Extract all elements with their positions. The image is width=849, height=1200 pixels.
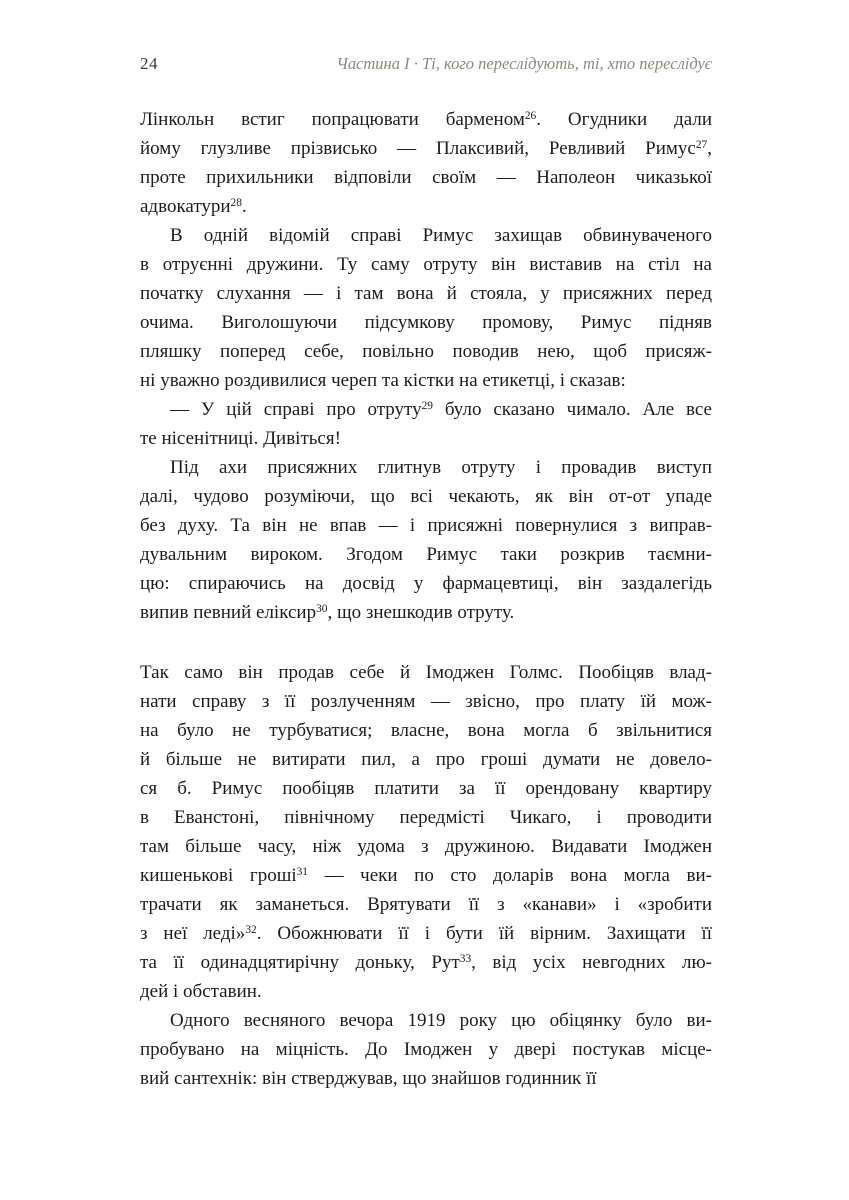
paragraph <box>140 1006 712 1093</box>
text-line: цю: спираючись на досвід у фармацевтиці, він заздалегідь <box>140 573 712 594</box>
paragraph <box>140 658 712 1006</box>
text-line: без духу. Та він не впав — і присяжні повернулися з виправ- <box>140 515 712 536</box>
text-line: далі, чудово розуміючи, що всі чекають, як він от-от упаде <box>140 486 712 507</box>
footnote-ref: 27 <box>695 138 708 151</box>
section-break <box>140 627 712 658</box>
body-text <box>140 105 712 1093</box>
text-line: ся б. Римус пообіцяв платити за її орендовану квартиру <box>140 778 712 799</box>
footnote-ref: 28 <box>230 196 242 209</box>
text-line: те нісенітниці. Дивіться! <box>140 428 341 449</box>
page-number: 24 <box>140 54 158 73</box>
footnote-ref: 26 <box>524 109 537 122</box>
text-line: кишенькові гроші$^{31}$ — чеки по сто доларів вона могла ви- <box>140 865 712 886</box>
running-header <box>140 54 712 74</box>
text-line: Так само він продав себе й Імоджен Голмс. Пообіцяв влад- <box>140 662 712 683</box>
footnote-ref: 30 <box>316 602 328 615</box>
footnote-ref: 29 <box>421 399 433 412</box>
text-line: Під ахи присяжних глитнув отруту і провадив виступ <box>170 457 712 478</box>
footnote-ref: 32 <box>245 923 257 936</box>
text-line: пробувано на міцність. До Імоджен у двері постукав місце- <box>140 1039 712 1060</box>
paragraph <box>140 453 712 627</box>
footnote-ref: 33 <box>459 952 472 965</box>
text-line: в Еванстоні, північному передмісті Чикаго, і проводити <box>140 807 712 828</box>
text-line: й більше не витирати пил, а про гроші думати не довело- <box>140 749 712 770</box>
text-line: та її одинадцятирічну доньку, Рут$^{33}$, від усіх невгодних лю- <box>140 952 712 973</box>
text-line: пляшку поперед себе, повільно поводив нею, щоб присяж- <box>140 341 712 362</box>
text-line: Лінкольн встиг попрацювати барменом$^{26}$. Огудники дали <box>140 109 712 130</box>
footnote-ref: 31 <box>296 865 308 878</box>
text-line: дувальним вироком. Згодом Римус таки розкрив таємни- <box>140 544 712 565</box>
text-line: — У цій справі про отруту$^{29}$ було сказано чимало. Але все <box>170 399 712 420</box>
text-line: вий сантехнік: він стверджував, що знайшов годинник її <box>140 1068 597 1089</box>
text-line: ні уважно роздивилися череп та кістки на етикетці, і сказав: <box>140 370 626 391</box>
text-line: нати справу з її розлученням — звісно, про плату їй мож- <box>140 691 712 712</box>
text-line: очима. Виголошуючи підсумкову промову, Римус підняв <box>140 312 712 333</box>
paragraph <box>140 221 712 395</box>
paragraph <box>140 105 712 221</box>
text-line: трачати як заманеться. Врятувати її з «канави» і «зробити <box>140 894 712 915</box>
text-line: випив певний еліксир$^{30}$, що знешкодив отруту. <box>140 602 515 623</box>
text-line: початку слухання — і там вона й стояла, у присяжних перед <box>140 283 712 304</box>
text-line: дей і обставин. <box>140 981 262 1002</box>
text-line: адвокатури$^{28}$. <box>140 196 247 217</box>
text-line: там більше часу, ніж удома з дружиною. Видавати Імоджен <box>140 836 712 857</box>
text-line: В одній відомій справі Римус захищав обвинуваченого <box>170 225 712 246</box>
chapter-running-head: Частина I · Ті, кого переслідують, ті, хто переслідує <box>336 54 712 73</box>
text-line: в отруєнні дружини. Ту саму отруту він виставив на стіл на <box>140 254 712 275</box>
text-line: на було не турбуватися; власне, вона могла б звільнитися <box>140 720 712 741</box>
text-line: з неї леді»$^{32}$. Обожнювати її і бути їй вірним. Захищати її <box>140 923 712 944</box>
text-line: йому глузливе прізвисько — Плаксивий, Ревливий Римус$^{27}$, <box>140 138 712 159</box>
text-line: проте прихильники відповіли своїм — Наполеон чиказької <box>140 167 712 188</box>
paragraph <box>140 395 712 453</box>
text-line: Одного весняного вечора 1919 року цю обіцянку було ви- <box>170 1010 712 1031</box>
